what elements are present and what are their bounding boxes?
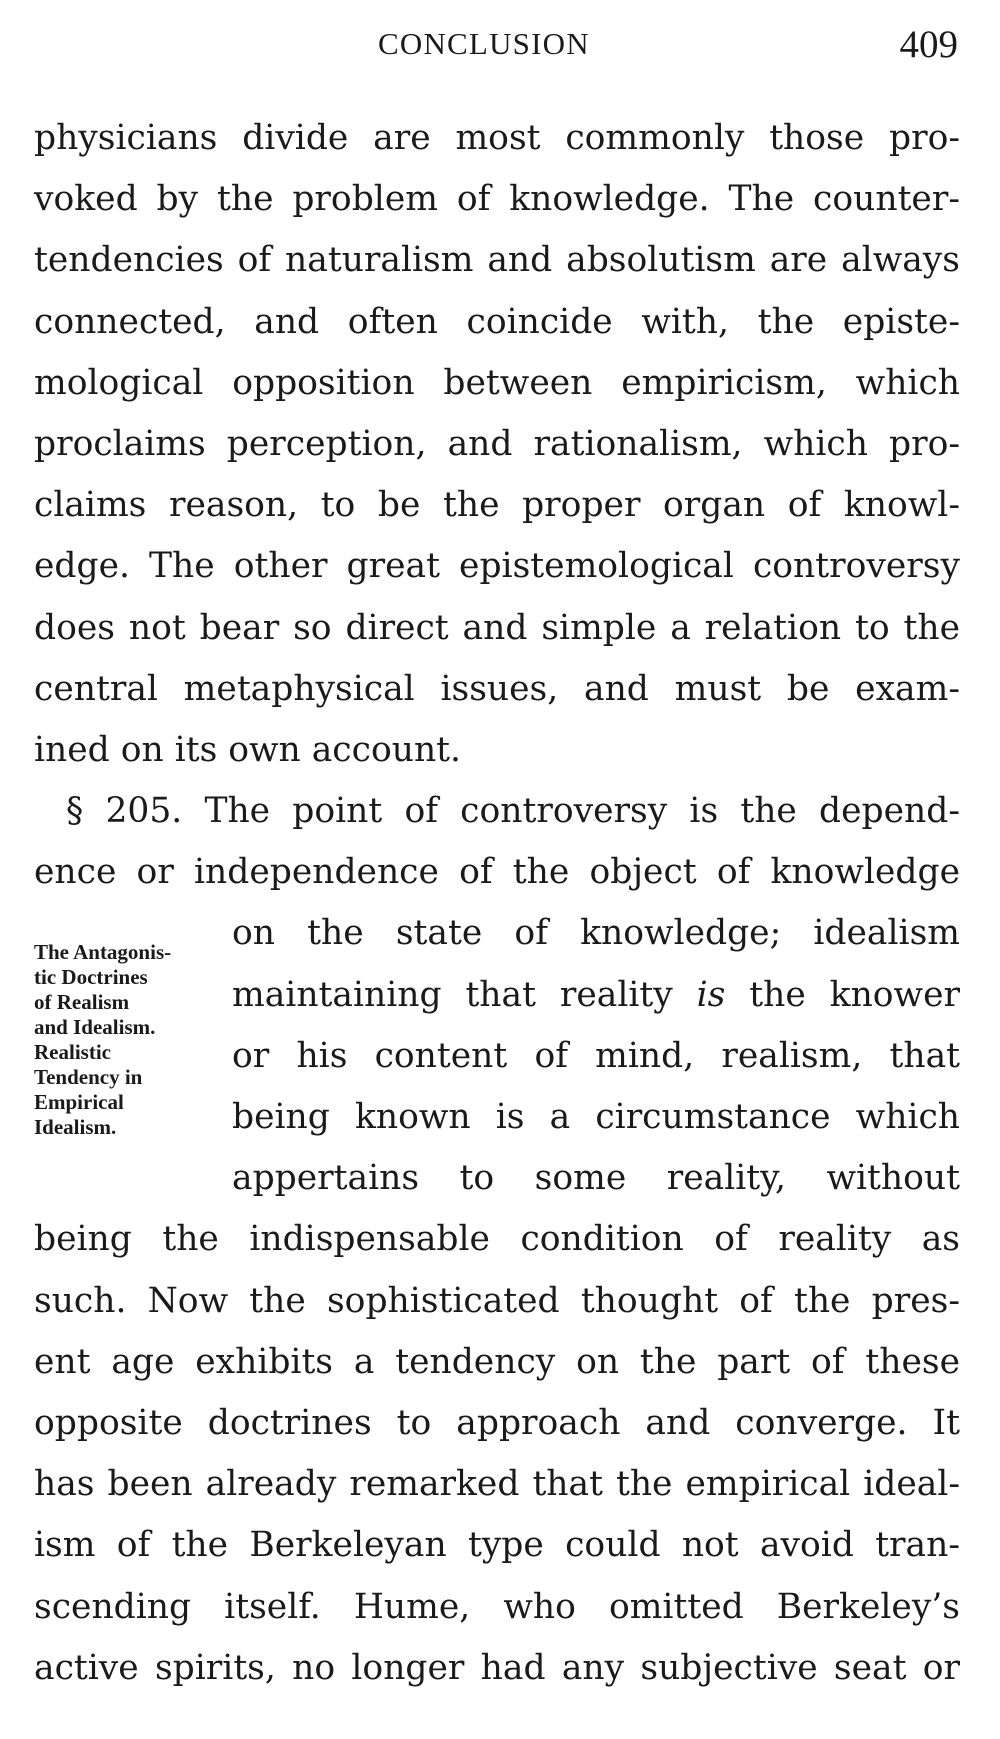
text-line: active spirits, no longer had any subjective seat or (34, 1647, 960, 1688)
marginal-note-line: Tendency in (34, 1065, 143, 1089)
marginal-note-line: Realistic (34, 1040, 111, 1064)
running-title: CONCLUSION (378, 26, 590, 61)
marginal-note-line: Idealism. (34, 1115, 117, 1139)
text-line: being the indispensable condition of reality as (34, 1219, 960, 1260)
marginal-note-line: The Antagonis- (34, 940, 172, 964)
running-head (0, 22, 1000, 72)
marginal-note-line: Empirical (34, 1090, 124, 1114)
text-line: mological opposition between empiricism, which (34, 362, 960, 403)
text-line: appertains to some reality, without (232, 1158, 960, 1199)
marginal-note-line: tic Doctrines (34, 965, 148, 989)
margin-space (34, 1148, 232, 1209)
page-number: 409 (899, 23, 958, 66)
text-line: has been already remarked that the empirical ideal- (34, 1464, 960, 1505)
text-line: opposite doctrines to approach and converge. It (34, 1402, 960, 1443)
text-line: or his content of mind, realism, that (232, 1035, 960, 1076)
text-line: scending itself. Hume, who omitted Berkeley’s (34, 1586, 960, 1627)
text-line: ence or independence of the object of knowledge (34, 852, 960, 893)
body-text (34, 108, 960, 1699)
text-line: connected, and often coincide with, the episte- (34, 301, 960, 342)
marginal-note (34, 940, 212, 1140)
text-segment: maintaining that reality (232, 974, 673, 1015)
text-line: claims reason, to be the proper organ of knowl- (34, 485, 960, 526)
emphasized-word: is (696, 974, 726, 1015)
text-line: ined on its own account. (34, 729, 461, 770)
marginal-note-line: and Idealism. (34, 1015, 156, 1039)
text-line: does not bear so direct and simple a relation to the (34, 607, 960, 648)
text-line: edge. The other great epistemological controversy (34, 546, 960, 587)
text-line: such. Now the sophisticated thought of the pres- (34, 1280, 960, 1321)
indented-row (34, 1148, 960, 1209)
text-line: voked by the problem of knowledge. The counter- (34, 179, 960, 220)
text-line: being known is a circumstance which (232, 1097, 960, 1137)
text-line: on the state of knowledge; idealism (232, 913, 960, 954)
text-line: proclaims perception, and rationalism, which pro- (34, 423, 960, 464)
text-line: tendencies of naturalism and absolutism are always (34, 240, 960, 281)
text-line: ism of the Berkeleyan type could not avoid tran- (34, 1525, 960, 1566)
section-205-first-line: § 205. The point of controversy is the depend- (66, 791, 960, 832)
text-line: physicians divide are most commonly those pro- (34, 118, 960, 158)
text-line: ent age exhibits a tendency on the part of these (34, 1341, 960, 1382)
text-line: central metaphysical issues, and must be exam- (34, 668, 960, 709)
marginal-note-line: of Realism (34, 990, 130, 1014)
text-segment: the knower (749, 974, 960, 1015)
text-line-with-emphasis (232, 965, 960, 1026)
